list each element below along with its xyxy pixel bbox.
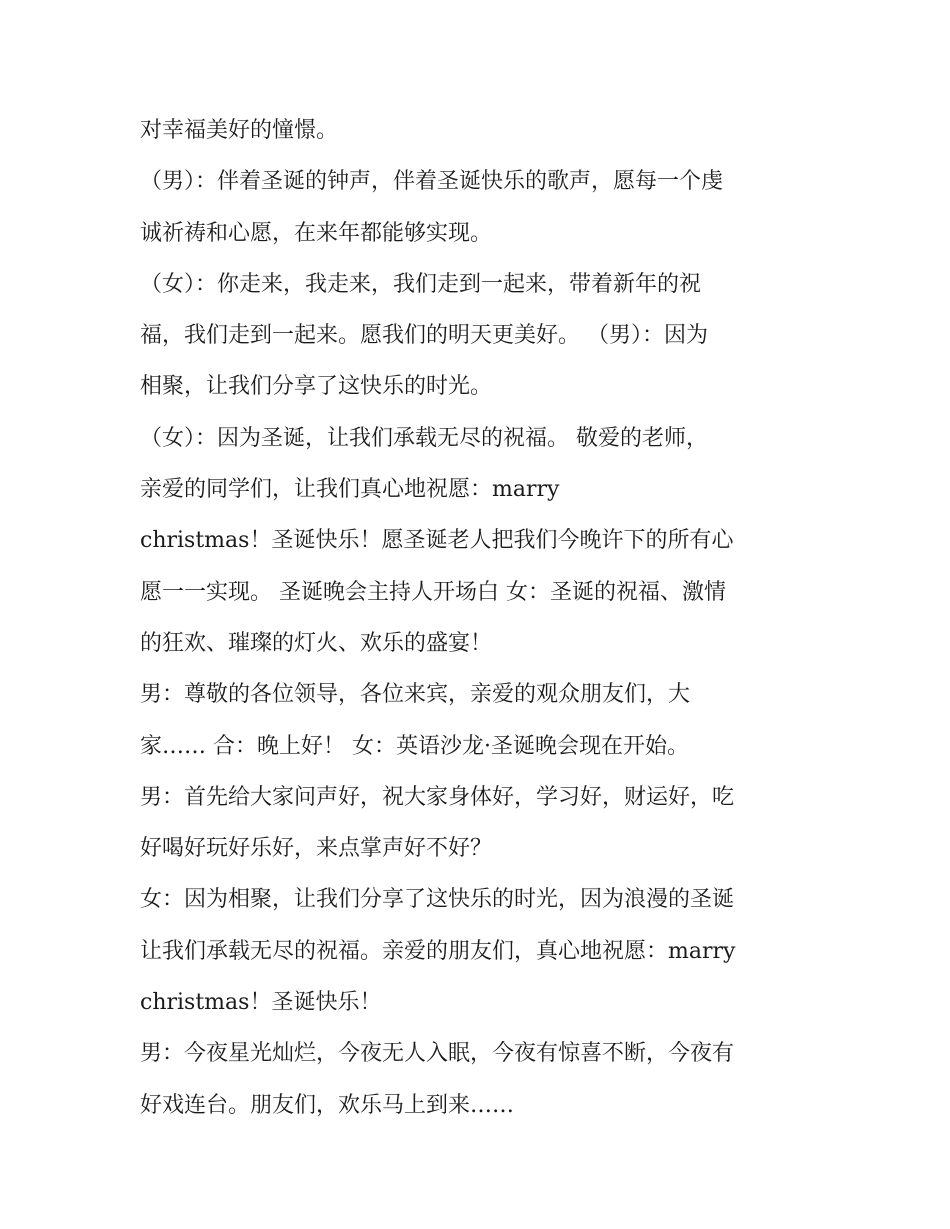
text-line: （女）：你走来，我走来，我们走到一起来，带着新年的祝 — [140, 271, 702, 297]
text-line: 好喝好玩好乐好，来点掌声好不好？ — [140, 836, 493, 862]
text-line: christmas！圣诞快乐！ — [140, 990, 382, 1016]
text-line: 让我们承载无尽的祝福。亲爱的朋友们，真心地祝愿：marry — [140, 938, 736, 964]
text-line: 诚祈祷和心愿，在来年都能够实现。 — [140, 220, 493, 246]
text-line: 男：尊敬的各位领导，各位来宾，亲爱的观众朋友们，大 — [140, 682, 691, 708]
text-line: christmas！圣诞快乐！愿圣诞老人把我们今晚许下的所有心 — [140, 528, 734, 554]
text-line: 好戏连台。朋友们，欢乐马上到来…… — [140, 1092, 515, 1118]
text-line: 的狂欢、璀璨的灯火、欢乐的盛宴！ — [140, 630, 493, 656]
text-line: 男：首先给大家问声好，祝大家身体好，学习好，财运好，吃 — [140, 784, 735, 810]
text-line: 福，我们走到一起来。愿我们的明天更美好。 （男）：因为 — [140, 323, 708, 349]
text-line: 女：因为相聚，让我们分享了这快乐的时光，因为浪漫的圣诞 — [140, 887, 735, 913]
text-line: （男）：伴着圣诞的钟声，伴着圣诞快乐的歌声，愿每一个虔 — [140, 169, 724, 195]
text-line: 家…… 合：晚上好！ 女：英语沙龙·圣诞晚会现在开始。 — [140, 733, 689, 759]
body-text — [140, 105, 820, 1131]
text-line: 相聚，让我们分享了这快乐的时光。 — [140, 374, 493, 400]
text-line: 愿一一实现。 圣诞晚会主持人开场白 女：圣诞的祝福、激情 — [140, 579, 726, 605]
text-line: 对幸福美好的憧憬。 — [140, 118, 339, 143]
text-line: （女）：因为圣诞，让我们承载无尽的祝福。 敬爱的老师， — [140, 425, 708, 451]
text-line: 亲爱的同学们，让我们真心地祝愿：marry — [140, 477, 560, 503]
text-line: 男：今夜星光灿烂，今夜无人入眠，今夜有惊喜不断，今夜有 — [140, 1041, 735, 1067]
